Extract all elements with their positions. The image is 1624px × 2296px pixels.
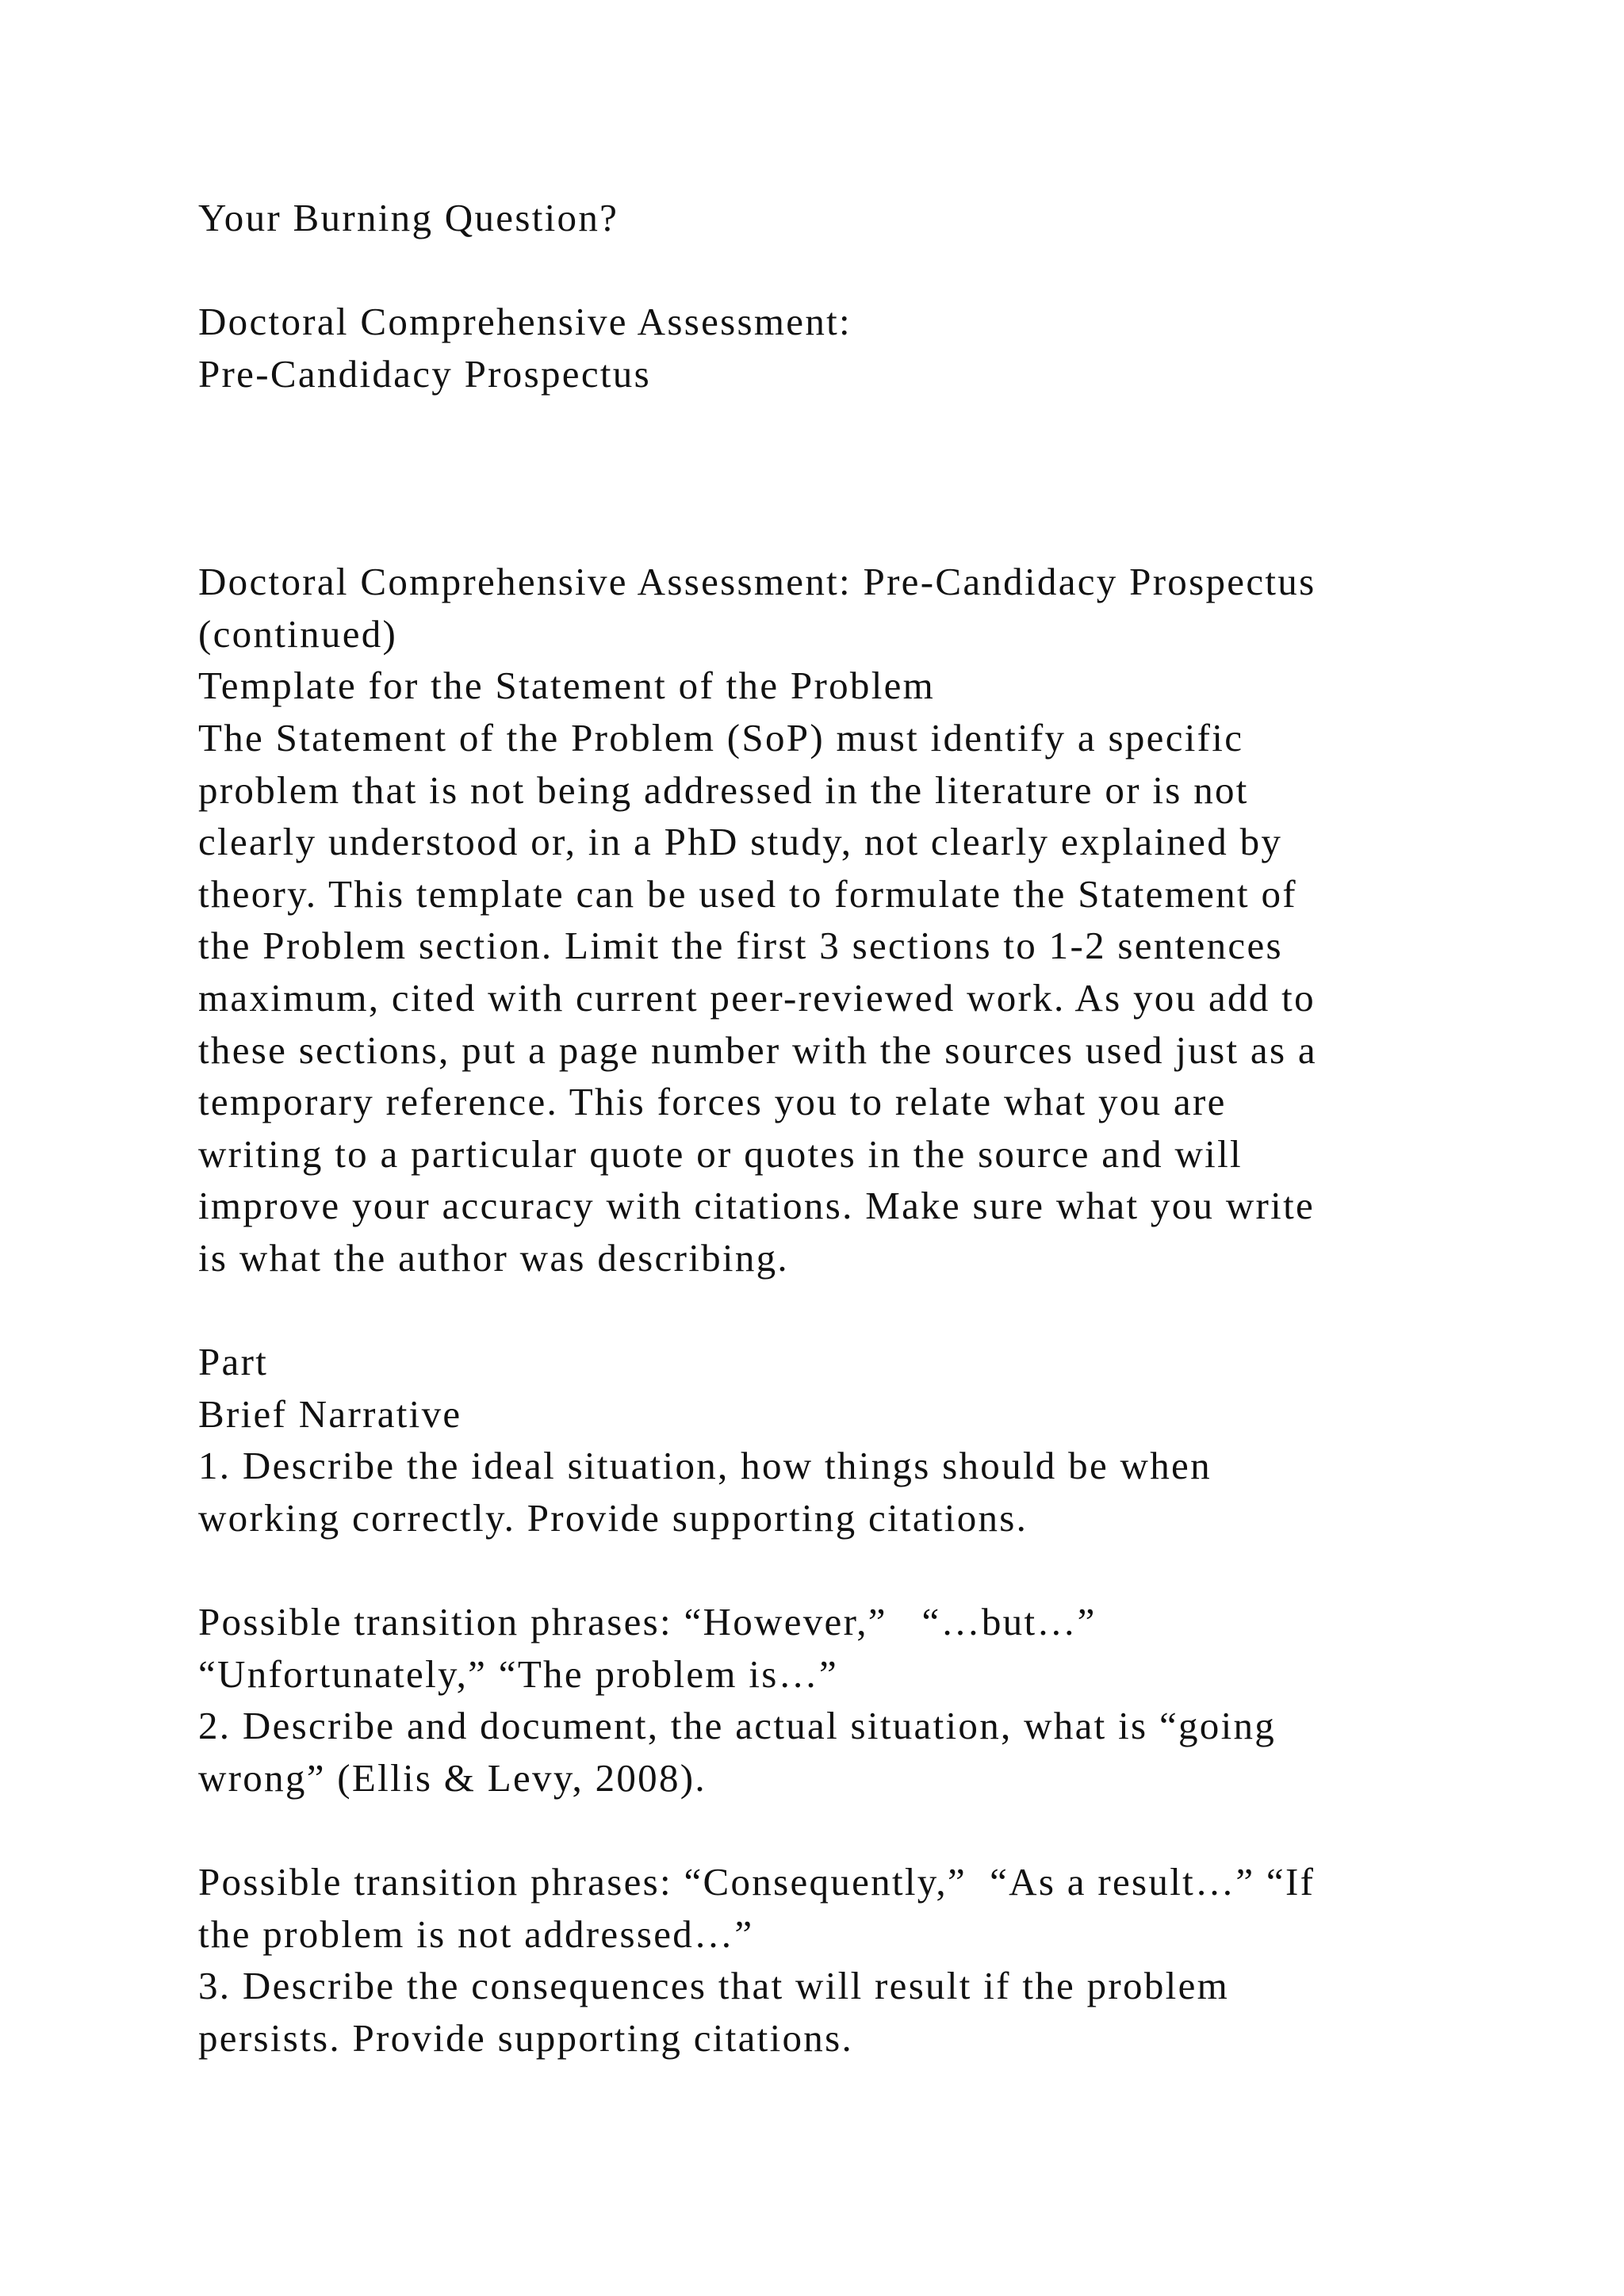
paragraph-line: temporary reference. This forces you to relate what you are [198,1080,1227,1124]
blank-line [198,400,1530,452]
transition-phrases-line-2: the problem is not addressed…” [198,1911,754,1956]
item-1-line-1: 1. Describe the ideal situation, how things should be when [198,1444,1212,1488]
paragraph-line: the Problem section. Limit the first 3 sections to 1-2 sentences [198,924,1283,968]
paragraph-line: problem that is not being addressed in the literature or is not [198,767,1249,812]
paragraph-line: maximum, cited with current peer-reviewed work. As you add to [198,975,1316,1020]
transition-phrases-line-1: Possible transition phrases: “Consequently,” “As a result…” “If [198,1860,1316,1904]
blank-line [198,452,1530,504]
paragraph-line: writing to a particular quote or quotes in the source and will [198,1131,1243,1176]
continued-title-line-1: Doctoral Comprehensive Assessment: Pre-Candidacy Prospectus [198,560,1316,604]
assessment-title-line-1: Doctoral Comprehensive Assessment: [198,300,852,344]
column-label-narrative: Brief Narrative [198,1391,462,1436]
item-3-line-2: persists. Provide supporting citations. [198,2015,854,2060]
blank-line [198,1544,1530,1596]
column-label-part: Part [198,1340,269,1384]
paragraph-line: theory. This template can be used to formulate the Statement of [198,871,1297,916]
item-2-line-2: wrong” (Ellis & Levy, 2008). [198,1755,707,1800]
blank-line [198,1804,1530,1856]
paragraph-line: clearly understood or, in a PhD study, not clearly explained by [198,820,1283,864]
blank-line [198,504,1530,557]
transition-phrases-line-2: “Unfortunately,” “The problem is…” [198,1651,839,1696]
document-body [198,192,1530,2064]
paragraph-line: improve your accuracy with citations. Make sure what you write [198,1184,1316,1228]
item-1-line-2: working correctly. Provide supporting citations. [198,1495,1028,1540]
item-3-line-1: 3. Describe the consequences that will result if the problem [198,1964,1230,2008]
blank-line [198,244,1530,297]
transition-phrases-line-1: Possible transition phrases: “However,” “…but…” [198,1600,1097,1644]
blank-line [198,1284,1530,1336]
page-heading: Your Burning Question? [198,196,619,239]
paragraph-line: is what the author was describing. [198,1235,789,1280]
continued-title-line-2: (continued) [198,611,398,656]
assessment-title-line-2: Pre-Candidacy Prospectus [198,351,651,396]
paragraph-line: The Statement of the Problem (SoP) must identify a specific [198,715,1244,760]
paragraph-line: these sections, put a page number with the sources used just as a [198,1027,1317,1072]
section-title: Template for the Statement of the Problem [198,664,936,708]
item-2-line-1: 2. Describe and document, the actual situation, what is “going [198,1704,1277,1748]
